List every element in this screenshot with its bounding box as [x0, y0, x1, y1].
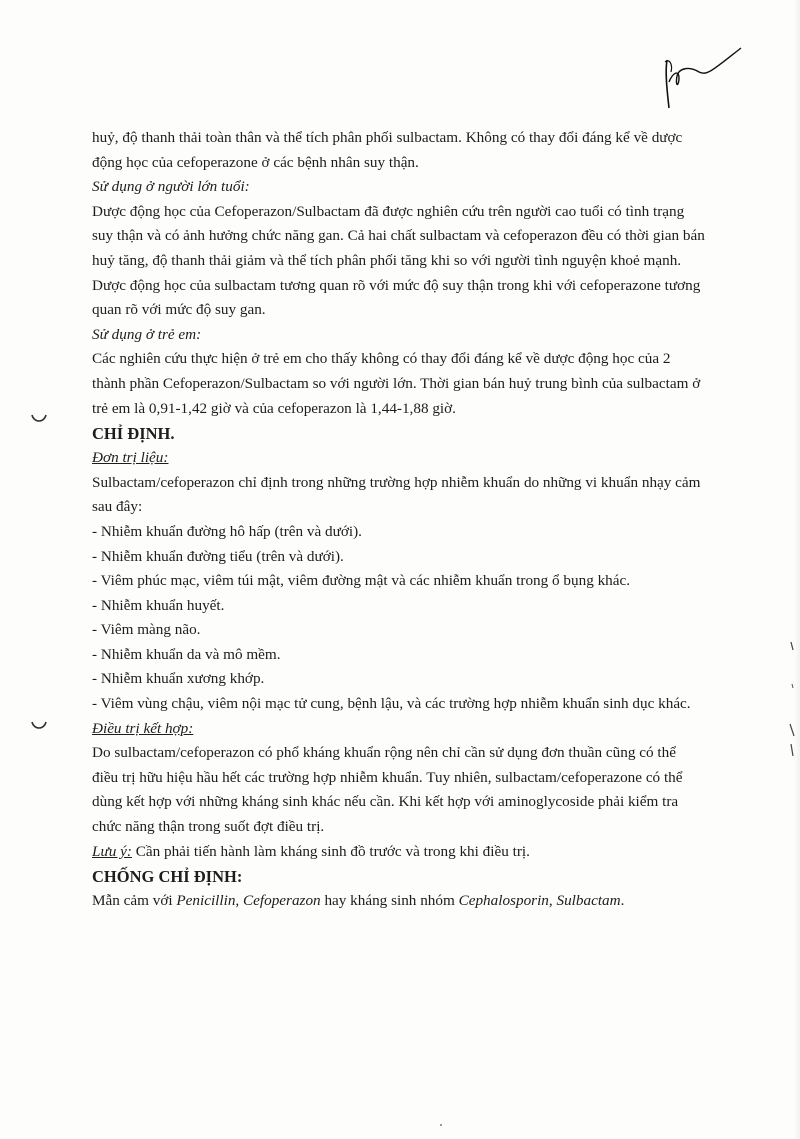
list-item: - Nhiễm khuẩn da và mô mềm. — [92, 645, 281, 663]
list-item: - Viêm màng não. — [92, 621, 201, 639]
punch-hole-mark-lower — [30, 720, 48, 732]
text-line: suy thận và có ảnh hưởng chức năng gan. Cả hai chất sulbactam và cefoperazon đều có thời gian bán — [92, 227, 705, 245]
subheading-elderly: Sử dụng ở người lớn tuổi: — [92, 178, 250, 196]
list-item: - Viêm phúc mạc, viêm túi mật, viêm đường mật và các nhiễm khuẩn trong ổ bụng khác. — [92, 572, 631, 590]
label-combination-therapy: Điều trị kết hợp: — [92, 719, 194, 737]
text-run: , — [548, 892, 557, 910]
label-monotherapy: Đơn trị liệu: — [92, 449, 169, 467]
text-line: động học của cefoperazone ở các bệnh nhân suy thận. — [92, 153, 419, 171]
text-line: thành phần Cefoperazon/Sulbactam so với người lớn. Thời gian bán huỷ trung bình của sulbactam ở — [92, 374, 701, 392]
list-item: - Nhiễm khuẩn huyết. — [92, 596, 225, 614]
contraindication-line — [92, 889, 722, 914]
text-line: huỷ, độ thanh thải toàn thân và thể tích phân phối sulbactam. Không có thay đổi đáng kể về dược — [92, 129, 683, 146]
text-line: dùng kết hợp với những kháng sinh khác nếu cần. Khi kết hợp với aminoglycoside phải kiểm tra — [92, 793, 679, 811]
text-line: huỷ tăng, độ thanh thải giảm và thể tích phân phối tăng khi so với người tình nguyện khoẻ mạnh. — [92, 251, 682, 269]
punch-hole-mark-upper — [30, 413, 48, 425]
text-line: chức năng thận trong suốt đợt điều trị. — [92, 818, 325, 836]
text-line: điều trị hữu hiệu hầu hết các trường hợp nhiễm khuẩn. Tuy nhiên, sulbactam/cefoperazone có thể — [92, 768, 683, 786]
label-note: Lưu ý: — [92, 842, 132, 860]
list-item: - Nhiễm khuẩn đường tiểu (trên và dưới). — [92, 547, 344, 565]
heading-contraindications: CHỐNG CHỈ ĐỊNH: — [92, 867, 243, 887]
subheading-children: Sử dụng ở trẻ em: — [92, 325, 202, 343]
list-item: - Nhiễm khuẩn xương khớp. — [92, 670, 265, 688]
text-line: Các nghiên cứu thực hiện ở trẻ em cho thấy không có thay đổi đáng kể về dược động học của 2 — [92, 350, 671, 368]
text-line: sau đây: — [92, 498, 143, 516]
text-run: hay kháng sinh nhóm — [320, 892, 459, 910]
text-line: Dược động học của sulbactam tương quan rõ với mức độ suy thận trong khi với cefoperazone tương — [92, 276, 701, 294]
text-run: , — [235, 892, 244, 910]
text-line: Do sulbactam/cefoperazon có phổ kháng khuẩn rộng nên chỉ cần sử dụng đơn thuần cũng có thể — [92, 744, 676, 762]
handwritten-signature — [655, 42, 745, 122]
drug-name: Penicillin — [176, 892, 236, 910]
list-item: - Nhiễm khuẩn đường hô hấp (trên và dưới). — [92, 522, 362, 540]
list-item: - Viêm vùng chậu, viêm nội mạc tử cung, bệnh lậu, và các trường hợp nhiễm khuẩn sinh dục khác. — [92, 695, 691, 713]
drug-name: Cephalosporin — [458, 892, 549, 910]
text-line: Sulbactam/cefoperazon chỉ định trong những trường hợp nhiễm khuẩn do những vi khuẩn nhạy cảm — [92, 473, 701, 491]
drug-name: Cefoperazon — [243, 892, 321, 910]
document-body — [92, 126, 722, 914]
note-line — [92, 840, 722, 865]
heading-indications: CHỈ ĐỊNH. — [92, 424, 175, 444]
note-text: Cần phải tiến hành làm kháng sinh đồ trước và trong khi điều trị. — [131, 842, 530, 860]
scan-artifact-marks — [785, 640, 797, 760]
text-line: Dược động học của Cefoperazon/Sulbactam đã được nghiên cứu trên người cao tuổi có tình trạng — [92, 202, 685, 220]
text-line: trẻ em là 0,91-1,42 giờ và của cefoperazon là 1,44-1,88 giờ. — [92, 399, 456, 417]
text-run: . — [620, 892, 625, 910]
text-line: quan rõ với mức độ suy gan. — [92, 301, 266, 319]
scan-edge-shadow — [794, 0, 800, 1139]
text-run: Mẫn cảm với — [92, 892, 177, 910]
scan-speck — [438, 1122, 444, 1128]
drug-name: Sulbactam — [556, 892, 621, 910]
